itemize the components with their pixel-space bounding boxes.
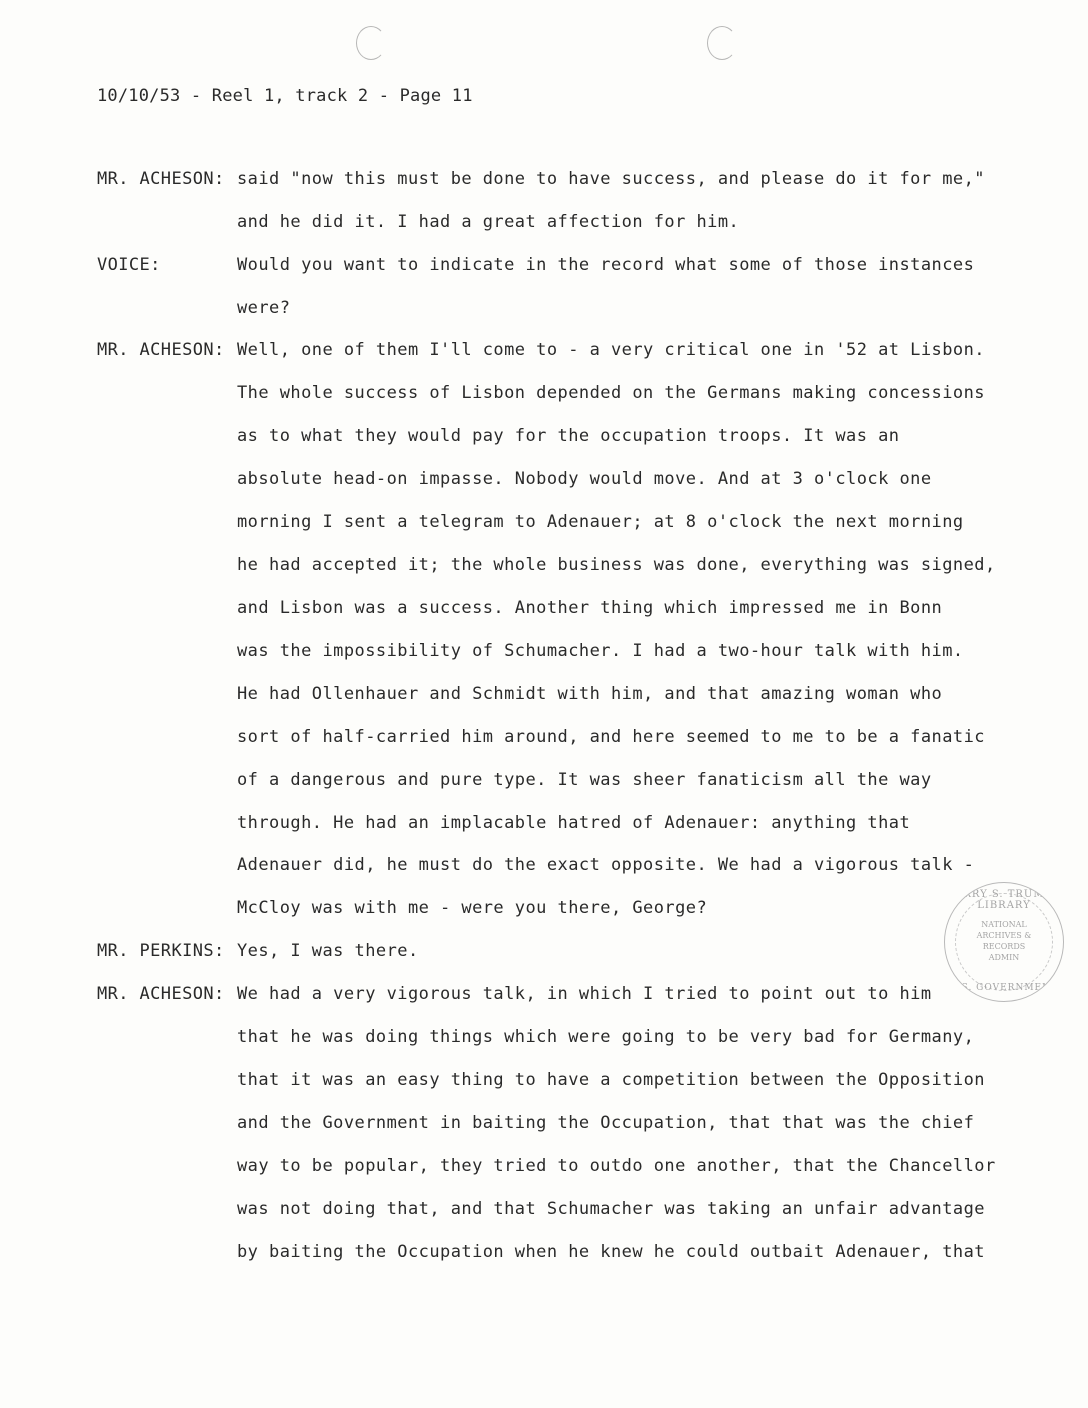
transcript-line: We had a very vigorous talk, in which I tried to point out to him <box>237 984 932 1004</box>
stamp-center-line: RECORDS <box>982 942 1026 951</box>
transcript-line: He had Ollenhauer and Schmidt with him, and that amazing woman who <box>237 684 943 704</box>
speaker-label: MR. PERKINS: <box>97 941 225 961</box>
transcript-line: through. He had an implacable hatred of Adenauer: anything that <box>237 813 911 833</box>
transcript-line: was the impossibility of Schumacher. I had a two-hour talk with him. <box>237 641 964 661</box>
stamp-center-line: ARCHIVES & <box>976 931 1032 940</box>
speaker-label: MR. ACHESON: <box>97 340 225 360</box>
transcript-line: way to be popular, they tried to outdo one another, that the Chancellor <box>237 1156 996 1176</box>
transcript-line: were? <box>237 298 291 318</box>
page-header: 10/10/53 - Reel 1, track 2 - Page 11 <box>97 86 473 106</box>
speaker-label: MR. ACHESON: <box>97 984 225 1004</box>
transcript-line: said "now this must be done to have success, and please do it for me," <box>237 169 985 189</box>
transcript-line: and he did it. I had a great affection for him. <box>237 212 740 232</box>
transcript-line: Would you want to indicate in the record what some of those instances <box>237 255 975 275</box>
transcript-line: by baiting the Occupation when he knew he could outbait Adenauer, that <box>237 1242 985 1262</box>
transcript-line: of a dangerous and pure type. It was sheer fanaticism all the way <box>237 770 932 790</box>
transcript-line: and Lisbon was a success. Another thing which impressed me in Bonn <box>237 598 943 618</box>
transcript-line: that he was doing things which were going to be very bad for Germany, <box>237 1027 975 1047</box>
stamp-center-line: NATIONAL <box>981 920 1027 929</box>
speaker-label: MR. ACHESON: <box>97 169 225 189</box>
transcript-line: he had accepted it; the whole business was done, everything was signed, <box>237 555 996 575</box>
archive-stamp <box>944 882 1064 1002</box>
transcript-line: was not doing that, and that Schumacher was taking an unfair advantage <box>237 1199 985 1219</box>
stamp-center-text <box>945 919 1063 963</box>
punch-hole-left <box>356 26 386 60</box>
transcript-line: The whole success of Lisbon depended on the Germans making concessions <box>237 383 985 403</box>
stamp-top-text: HARRY S. TRUMAN LIBRARY <box>945 889 1063 911</box>
stamp-center-line: ADMIN <box>988 953 1020 962</box>
punch-hole-right <box>707 26 737 60</box>
transcript-line: Well, one of them I'll come to - a very critical one in '52 at Lisbon. <box>237 340 985 360</box>
transcript-line: as to what they would pay for the occupation troops. It was an <box>237 426 900 446</box>
speaker-label: VOICE: <box>97 255 161 275</box>
transcript-line: and the Government in baiting the Occupation, that that was the chief <box>237 1113 975 1133</box>
transcript-line: that it was an easy thing to have a competition between the Opposition <box>237 1070 985 1090</box>
stamp-bottom-text: U.S. GOVERNMENT <box>950 983 1058 993</box>
transcript-line: morning I sent a telegram to Adenauer; at 8 o'clock the next morning <box>237 512 964 532</box>
transcript-line: Adenauer did, he must do the exact opposite. We had a vigorous talk - <box>237 855 975 875</box>
transcript-line: sort of half-carried him around, and here seemed to me to be a fanatic <box>237 727 985 747</box>
transcript-line: absolute head-on impasse. Nobody would move. And at 3 o'clock one <box>237 469 932 489</box>
transcript-line: McCloy was with me - were you there, George? <box>237 898 708 918</box>
transcript-line: Yes, I was there. <box>237 941 419 961</box>
